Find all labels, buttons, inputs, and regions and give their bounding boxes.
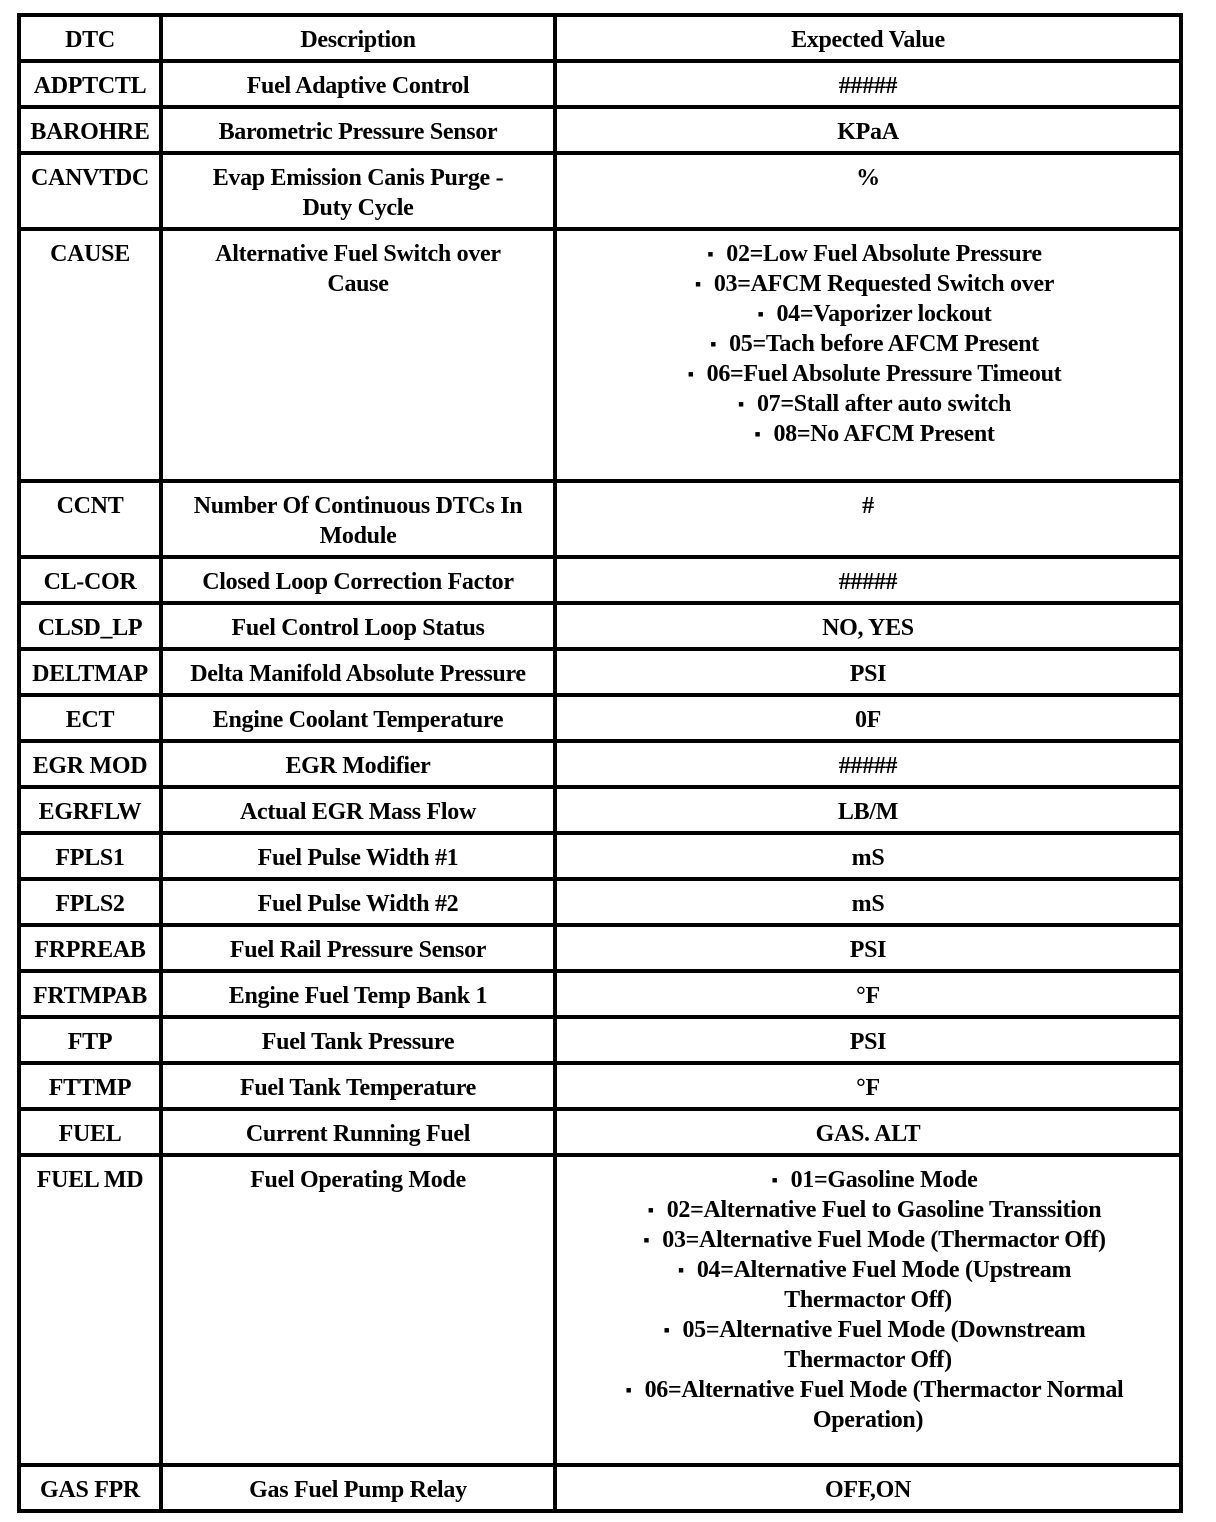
list-item-text: 05=Tach before AFCM Present [729,331,1039,357]
bullet-icon: ▪ [663,1320,670,1340]
cell-description: Engine Fuel Temp Bank 1 [163,973,553,1015]
table-row [21,483,1179,555]
list-item [561,239,1175,269]
header-expected-value: Expected Value [557,17,1179,59]
bullet-icon: ▪ [687,364,694,384]
table-row [21,63,1179,105]
list-item [561,299,1175,329]
value-list [561,239,1175,449]
list-item-text: 04=Vaporizer lockout [776,301,992,327]
list-item [561,1255,1175,1315]
cell-dtc: FPLS1 [21,835,159,877]
cell-dtc: FTTMP [21,1065,159,1107]
cell-expected-value: 0F [557,697,1179,739]
cell-description: Alternative Fuel Switch over Cause [163,231,553,479]
cell-expected-value: % [557,155,1179,227]
cell-description: Fuel Adaptive Control [163,63,553,105]
cell-description: Fuel Pulse Width #2 [163,881,553,923]
list-item-text: 07=Stall after auto switch [756,391,1012,417]
table-row [21,109,1179,151]
cell-description: Closed Loop Correction Factor [163,559,553,601]
list-item [561,329,1175,359]
table-row [21,1157,1179,1463]
header-dtc: DTC [21,17,159,59]
cell-expected-value: ##### [557,63,1179,105]
list-item-text: 02=Low Fuel Absolute Pressure [726,241,1042,267]
cell-expected-value: °F [557,1065,1179,1107]
cell-description: Fuel Rail Pressure Sensor [163,927,553,969]
bullet-icon: ▪ [647,1200,654,1220]
list-item [561,1165,1175,1195]
cell-expected-value: GAS. ALT [557,1111,1179,1153]
table-row [21,1019,1179,1061]
table-row [21,973,1179,1015]
table-row [21,1467,1179,1509]
cell-dtc: GAS FPR [21,1467,159,1509]
table-row [21,835,1179,877]
cell-description: Fuel Tank Temperature [163,1065,553,1107]
bullet-icon: ▪ [737,394,744,414]
list-item [561,1195,1175,1225]
cell-dtc: FRTMPAB [21,973,159,1015]
table-row [21,155,1179,227]
cell-expected-value: LB/M [557,789,1179,831]
cell-expected-value: PSI [557,1019,1179,1061]
cell-expected-value: KPaA [557,109,1179,151]
cell-description: Number Of Continuous DTCs In Module [163,483,553,555]
cell-expected-value: # [557,483,1179,555]
table-row [21,651,1179,693]
table-row [21,743,1179,785]
bullet-icon: ▪ [757,304,764,324]
bullet-icon: ▪ [771,1170,778,1190]
cell-dtc: EGR MOD [21,743,159,785]
list-item [561,1225,1175,1255]
cell-description: Actual EGR Mass Flow [163,789,553,831]
list-item [561,389,1175,419]
cell-expected-value: °F [557,973,1179,1015]
bullet-icon: ▪ [694,274,701,294]
table-row [21,881,1179,923]
bullet-icon: ▪ [643,1230,650,1250]
list-item [561,269,1175,299]
cell-dtc: CANVTDC [21,155,159,227]
cell-dtc: ECT [21,697,159,739]
list-item [561,1315,1175,1375]
list-item-text: 06=Fuel Absolute Pressure Timeout [706,361,1062,387]
table-row [21,559,1179,601]
list-item-text: 04=Alternative Fuel Mode (Upstream Thermactor Off) [696,1257,1072,1313]
bullet-icon: ▪ [677,1260,684,1280]
bullet-icon: ▪ [754,424,761,444]
cell-expected-value: NO, YES [557,605,1179,647]
cell-description: Delta Manifold Absolute Pressure [163,651,553,693]
cell-description: Fuel Tank Pressure [163,1019,553,1061]
cell-expected-value: OFF,ON [557,1467,1179,1509]
table-body [21,63,1179,1509]
value-list [561,1165,1175,1435]
list-item-text: 08=No AFCM Present [773,421,995,447]
cell-description: Evap Emission Canis Purge - Duty Cycle [163,155,553,227]
cell-dtc: BAROHRE [21,109,159,151]
bullet-icon: ▪ [625,1380,632,1400]
list-item [561,1375,1175,1435]
list-item [561,359,1175,389]
cell-dtc: FUEL [21,1111,159,1153]
cell-dtc: CLSD_LP [21,605,159,647]
table-row [21,1065,1179,1107]
cell-description: Fuel Control Loop Status [163,605,553,647]
cell-description: Gas Fuel Pump Relay [163,1467,553,1509]
bullet-icon: ▪ [707,244,714,264]
list-item-text: 06=Alternative Fuel Mode (Thermactor Normal Operation) [644,1377,1124,1433]
cell-dtc: EGRFLW [21,789,159,831]
cell-dtc: CCNT [21,483,159,555]
header-row [21,17,1179,59]
cell-expected-value: PSI [557,651,1179,693]
cell-dtc: ADPTCTL [21,63,159,105]
table-row [21,1111,1179,1153]
table-row [21,927,1179,969]
bullet-icon: ▪ [710,334,717,354]
cell-expected-value: ##### [557,743,1179,785]
table-row [21,697,1179,739]
list-item-text: 03=AFCM Requested Switch over [713,271,1055,297]
cell-dtc: FRPREAB [21,927,159,969]
cell-dtc: FUEL MD [21,1157,159,1463]
cell-dtc: FPLS2 [21,881,159,923]
cell-expected-value [557,1157,1179,1463]
list-item [561,419,1175,449]
list-item-text: 03=Alternative Fuel Mode (Thermactor Off) [662,1227,1106,1253]
cell-expected-value: ##### [557,559,1179,601]
cell-description: Current Running Fuel [163,1111,553,1153]
table-row [21,789,1179,831]
cell-description: Fuel Operating Mode [163,1157,553,1463]
cell-dtc: FTP [21,1019,159,1061]
table-row [21,605,1179,647]
cell-description: Barometric Pressure Sensor [163,109,553,151]
cell-dtc: DELTMAP [21,651,159,693]
dtc-table [17,13,1183,1513]
cell-expected-value: mS [557,881,1179,923]
list-item-text: 05=Alternative Fuel Mode (Downstream Thermactor Off) [682,1317,1086,1373]
dtc-table-wrapper [17,13,1183,1513]
cell-description: Fuel Pulse Width #1 [163,835,553,877]
header-description: Description [163,17,553,59]
cell-dtc: CL-COR [21,559,159,601]
list-item-text: 01=Gasoline Mode [790,1167,978,1193]
cell-description: EGR Modifier [163,743,553,785]
cell-description: Engine Coolant Temperature [163,697,553,739]
cell-dtc: CAUSE [21,231,159,479]
cell-expected-value [557,231,1179,479]
table-row [21,231,1179,479]
cell-expected-value: mS [557,835,1179,877]
list-item-text: 02=Alternative Fuel to Gasoline Transsition [666,1197,1102,1223]
cell-expected-value: PSI [557,927,1179,969]
